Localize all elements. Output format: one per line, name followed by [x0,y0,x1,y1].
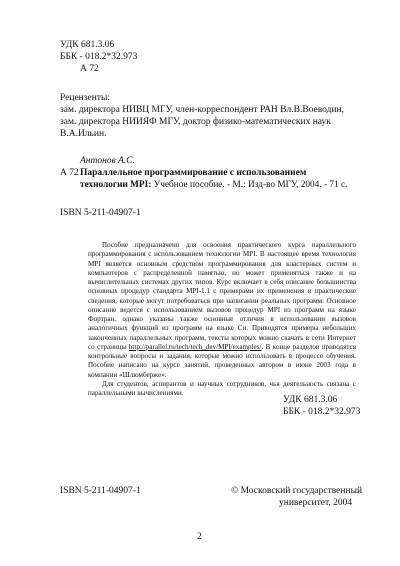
isbn-top: ISBN 5-211-04907-1 [60,208,141,218]
bbk-label: ББК - 018.2*32.973 [60,52,138,62]
udk-label: УДК 681.3.06 [60,40,115,50]
abstract [88,241,356,398]
catalog-code: А 72 [80,64,99,74]
abstract-paragraph-2: Для студентов, аспирантов и научных сотрудников, чья деятельность связана с параллельными вычислениями. [88,379,356,397]
reviewer-line-2: зам. директора НИИЯФ МГУ, доктор физико-математических наук [60,117,331,127]
author-name: Антонов А.С. [80,156,135,166]
abstract-text-2: . В конце разделов приводятся контрольные вопросы и задания, которые можно использовать в процессе обучения. Пособие написано на курсе занятий, проведенных автором в июне 2003 года в компании «Шлюмберже». [88,342,357,379]
book-title-line-2 [80,180,347,192]
publication-details: Учебное пособие. - М.: Изд-во МГУ, 2004. - 71 с. [151,180,348,190]
udk-label-bottom: УДК 681.3.06 [283,395,338,405]
isbn-bottom: ISBN 5-211-04907-1 [60,486,141,496]
copyright-line-2: университет, 2004 [279,498,353,508]
page-number: 2 [197,532,202,542]
book-title-tail: технологии MPI: [80,180,152,190]
reviewer-line-1: зам. директора НИВЦ МГУ, член-корреспондент РАН Вл.В.Воеводин, [60,105,345,115]
examples-link[interactable]: http://parallel.ru/tech/tech_dev/MPI/examples/ [128,342,262,351]
bibliography-code: А 72 [60,168,79,178]
abstract-paragraph-1 [88,241,356,380]
abstract-text-1: Пособие предназначено для освоения практического курса параллельного программирования с использованием технологии MPI. В настоящее время технология MPI является основным средством программирования для кластерных систем и компьютеров с распределенной памятью, но может применяться также и на вычислительных системах других типов. Курс включает в себя описание большинства основных процедур стандарта MPI-1.1 с примерами их применения и практические сведения, которые могут потребоваться при написании реальных программ. Основное описание ведется с использованием вызовов процедур MPI из программ на языке Фортран, однако указаны также основные отличия в использовании вызовов аналогичных функций из программ на языке Си. Приводятся примеры небольших законченных параллельных программ, тексты которых можно скачать в сети Интернет со страницы [88,241,356,351]
reviewers-heading: Рецензенты: [60,93,110,103]
book-title-line-1: Параллельное программирование с использованием [80,168,307,178]
bbk-label-bottom: ББК - 018.2*32.973 [283,407,361,417]
copyright-line-1: © Московский государственный [231,486,363,496]
reviewer-line-3: В.А.Ильин. [60,129,107,139]
